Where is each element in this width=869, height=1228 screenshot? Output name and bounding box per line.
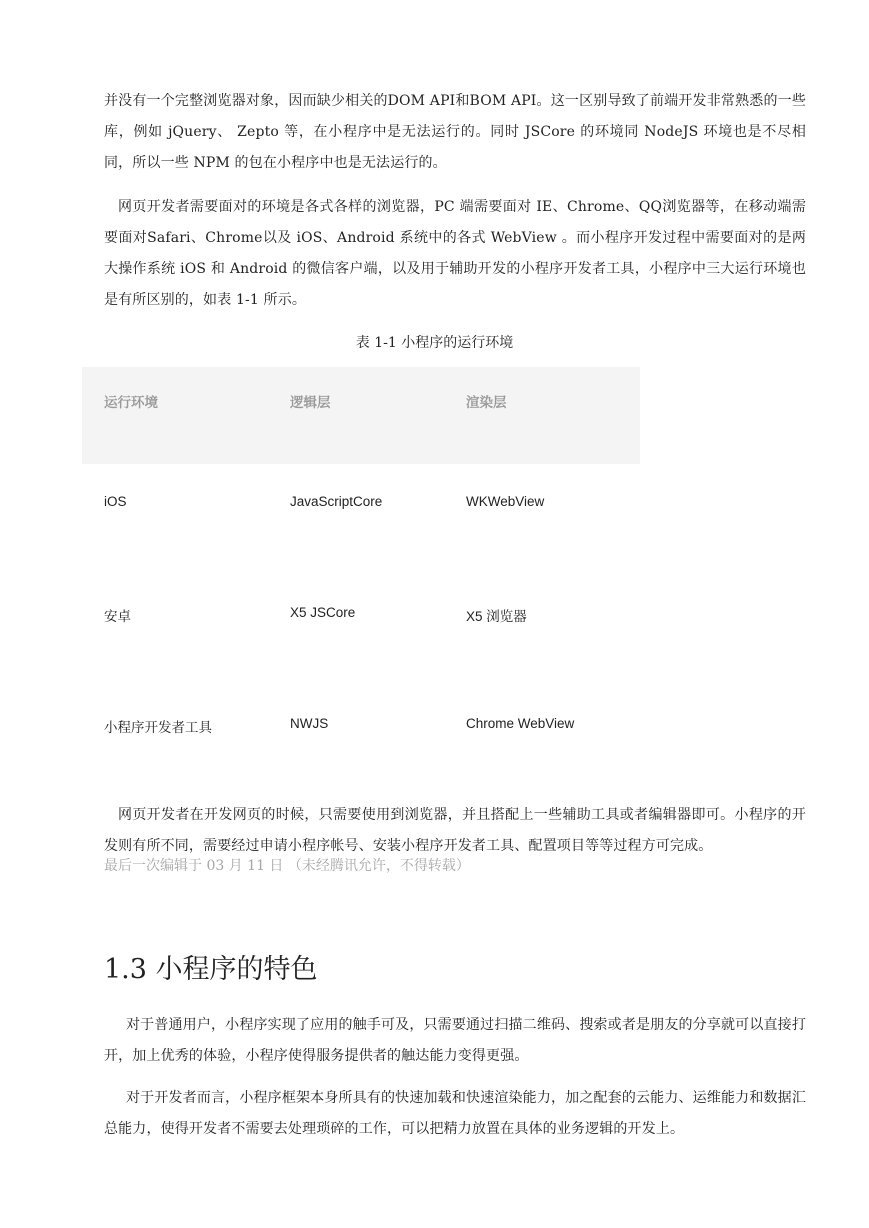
cell-render-layer: X5 浏览器 bbox=[466, 609, 527, 624]
paragraph-dom-bom-apis: 并没有一个完整浏览器对象，因而缺少相关的DOM API和BOM API。这一区别导致了前端开发非常熟悉的一些库，例如 jQuery、 Zepto 等，在小程序中是无法运行的。同时 JSCore 的环境同 NodeJS 环境也是不尽相同，所以一些 NPM 的包在小程序中也是无法运行的。 bbox=[104, 93, 806, 171]
cell-render-layer: Chrome WebView bbox=[466, 716, 575, 731]
table-row bbox=[82, 575, 640, 686]
table-header-row bbox=[82, 367, 640, 464]
table-caption: 表 1-1 小程序的运行环境 bbox=[355, 335, 514, 351]
header-render-layer: 渲染层 bbox=[444, 367, 640, 464]
cell-logic-layer: NWJS bbox=[290, 716, 329, 731]
paragraph-development-process: 网页开发者在开发网页的时候，只需要使用到浏览器，并且搭配上一些辅助工具或者编辑器即可。小程序的开发则有所不同，需要经过申请小程序帐号、安装小程序开发者工具、配置项目等等过程方可完成。 bbox=[104, 807, 806, 854]
runtime-environment-table bbox=[82, 367, 640, 797]
cell-render-layer: WKWebView bbox=[466, 494, 545, 509]
table-row bbox=[82, 686, 640, 797]
section-heading: 1.3 小程序的特色 bbox=[104, 954, 318, 985]
paragraph-developers: 对于开发者而言，小程序框架本身所具有的快速加载和快速渲染能力，加之配套的云能力、运维能力和数据汇总能力，使得开发者不需要去处理琐碎的工作，可以把精力放置在具体的业务逻辑的开发上。 bbox=[104, 1090, 806, 1137]
table-row bbox=[82, 464, 640, 575]
cell-environment: iOS bbox=[104, 494, 127, 509]
last-edited-note: 最后一次编辑于 03 月 11 日 （未经腾讯允许，不得转载） bbox=[104, 858, 470, 874]
cell-logic-layer: JavaScriptCore bbox=[290, 494, 383, 509]
header-logic-layer: 逻辑层 bbox=[268, 367, 444, 464]
cell-logic-layer: X5 JSCore bbox=[290, 605, 356, 620]
header-runtime-environment: 运行环境 bbox=[82, 367, 268, 464]
paragraph-runtime-environments: 网页开发者需要面对的环境是各式各样的浏览器，PC 端需要面对 IE、Chrome、QQ浏览器等，在移动端需要面对Safari、Chrome以及 iOS、Android 系统中的各式 WebView 。而小程序开发过程中需要面对的是两大操作系统 iOS 和 Android 的微信客户端，以及用于辅助开发的小程序开发者工具，小程序中三大运行环境也是有所区别的，如表 1-1 所示。 bbox=[104, 199, 806, 308]
paragraph-users: 对于普通用户，小程序实现了应用的触手可及，只需要通过扫描二维码、搜索或者是朋友的分享就可以直接打开，加上优秀的体验，小程序使得服务提供者的触达能力变得更强。 bbox=[104, 1017, 806, 1064]
cell-environment: 小程序开发者工具 bbox=[104, 720, 212, 735]
cell-environment: 安卓 bbox=[104, 609, 131, 624]
